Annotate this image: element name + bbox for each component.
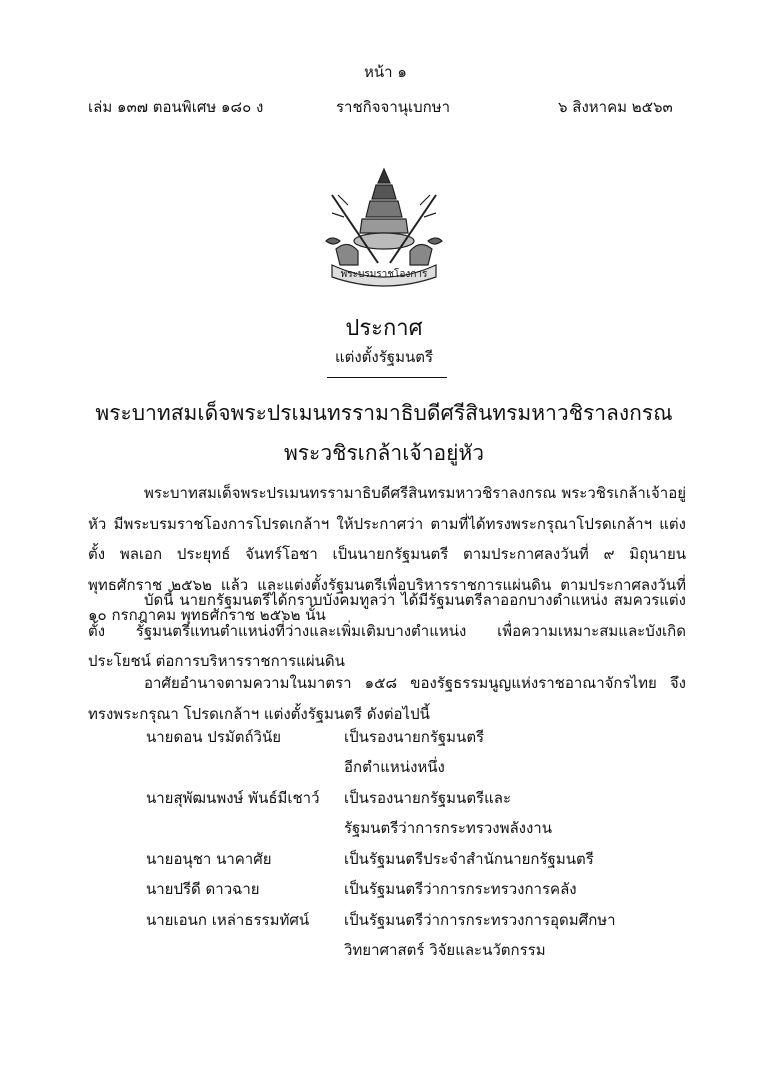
appointee-position: รัฐมนตรีว่าการกระทรวงพลังงาน <box>344 819 552 837</box>
appointee-name: นายอนุชา นาคาศัย <box>146 850 272 868</box>
gazette-date: ๖ สิงหาคม ๒๕๖๓ <box>558 98 673 116</box>
appointee-name: นายเอนก เหล่าธรรมทัศน์ <box>146 911 310 929</box>
appointee-name: นายดอน ปรมัตถ์วินัย <box>146 728 281 746</box>
appointee-position: เป็นรัฐมนตรีว่าการกระทรวงการคลัง <box>344 880 577 898</box>
king-name-line-1: พระบาทสมเด็จพระปรเมนทรรามาธิบดีศรีสินทรมหาวชิราลงกรณ <box>95 401 673 425</box>
appointee-position: เป็นรองนายกรัฐมนตรี <box>344 728 485 746</box>
gazette-volume: เล่ม ๑๓๗ ตอนพิเศษ ๑๘๐ ง <box>88 98 264 116</box>
appointee-position: เป็นรองนายกรัฐมนตรีและ <box>344 789 512 807</box>
appointee-position: เป็นรัฐมนตรีประจำสำนักนายกรัฐมนตรี <box>344 850 594 868</box>
body-paragraph-2: บัดนี้ นายกรัฐมนตรีได้กราบบังคมทูลว่า ได้มีรัฐมนตรีลาออกบางตำแหน่ง สมควรแต่งตั้ง รัฐมนตรีแทนตำแหน่งที่ว่างและเพิ่มเติมบางตำแหน่ง เพื่อความเหมาะสมและบังเกิดประโยชน์ ต่อการบริหารราชการแผ่นดิน <box>88 591 686 670</box>
announcement-title: ประกาศ <box>345 316 423 341</box>
appointee-position: เป็นรัฐมนตรีว่าการกระทรวงการอุดมศึกษา <box>344 911 616 929</box>
appointee-position: อีกตำแหน่งหนึ่ง <box>344 758 445 776</box>
gazette-name: ราชกิจจานุเบกษา <box>336 98 451 116</box>
body-paragraph-1: พระบาทสมเด็จพระปรเมนทรรามาธิบดีศรีสินทรมหาวชิราลงกรณ พระวชิรเกล้าเจ้าอยู่หัว มีพระบรมราชโองการโปรดเกล้าฯ ให้ประกาศว่า ตามที่ได้ทรงพระกรุณาโปรดเกล้าฯ แต่งตั้ง พลเอก ประยุทธ์ จันทร์โอชา เป็นนายกรัฐมนตรี ตามประกาศลงวันที่ ๙ มิถุนายน พุทธศักราช ๒๕๖๒ แล้ว และแต่งตั้งรัฐมนตรีเพื่อบริหารราชการแผ่นดิน ตามประกาศลงวันที่ ๑๐ กรกฎาคม พุทธศักราช ๒๕๖๒ นั้น <box>88 484 686 624</box>
royal-emblem <box>318 165 450 290</box>
king-name-line-2: พระวชิรเกล้าเจ้าอยู่หัว <box>283 441 485 465</box>
page-number: หน้า ๑ <box>364 63 407 81</box>
emblem-caption: พระบรมราชโองการ <box>340 269 428 280</box>
appointee-position: วิทยาศาสตร์ วิจัยและนวัตกรรม <box>344 941 546 959</box>
appointee-name: นายปรีดี ดาวฉาย <box>146 880 260 898</box>
appointee-name: นายสุพัฒนพงษ์ พันธ์มีเชาว์ <box>146 789 320 807</box>
title-divider <box>327 377 447 378</box>
body-paragraph-3: อาศัยอำนาจตามความในมาตรา ๑๕๘ ของรัฐธรรมนูญแห่งราชอาณาจักรไทย จึงทรงพระกรุณา โปรดเกล้าฯ แต่งตั้งรัฐมนตรี ดังต่อไปนี้ <box>88 674 686 723</box>
announcement-subtitle: แต่งตั้งรัฐมนตรี <box>334 348 434 366</box>
